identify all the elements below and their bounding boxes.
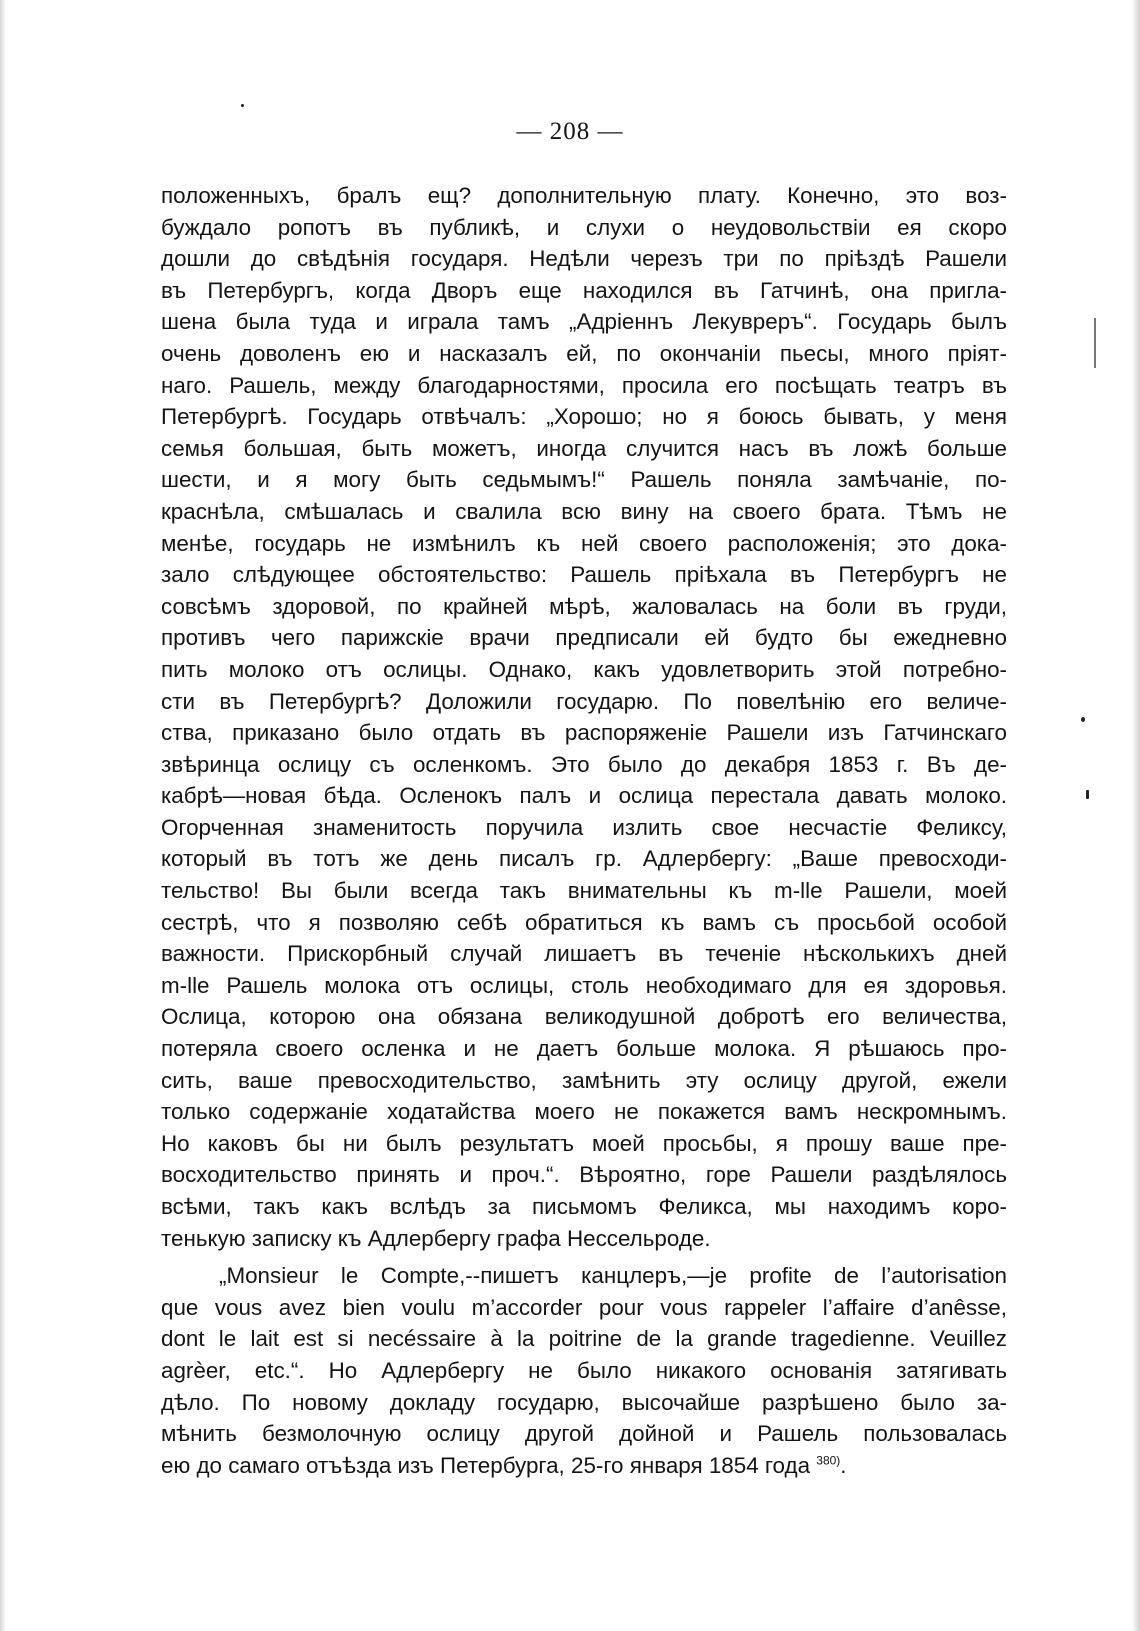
text-line-content: ею до самаго отъѣзда изъ Петербурга, 25-го января 1854 года — [161, 1452, 811, 1478]
text-line: мѣнить безмолочную ослицу другой дойной и Рашель пользовалась — [161, 1421, 1007, 1447]
scan-speck — [1081, 717, 1085, 722]
text-line: тенькую записку къ Адлербергу графа Нессельроде. — [161, 1225, 711, 1251]
text-line: который въ тотъ же день писалъ гр. Адлербергу: „Ваше превосходи- — [161, 846, 1007, 872]
text-line: que vous avez bien voulu m’accorder pour vous rappeler l’affaire d’anêsse, — [161, 1294, 1007, 1320]
text-line: сти въ Петербургѣ? Доложили государю. По повелѣнію его величе- — [161, 688, 1007, 714]
text-line: Петербургѣ. Государь отвѣчалъ: „Хорошо; но я боюсь бывать, у меня — [161, 404, 1007, 430]
scan-margin-mark — [1094, 318, 1096, 368]
text-line: m-lle Рашель молока отъ ослицы, столь необходимаго для ея здоровья. — [161, 972, 1007, 998]
final-line — [161, 1450, 1007, 1482]
text-line: кабрѣ—новая бѣда. Осленокъ палъ и ослица перестала давать молоко. — [161, 783, 1007, 809]
paragraph-2 — [161, 1260, 1007, 1481]
text-line: въ Петербургъ, когда Дворъ еще находился въ Гатчинѣ, она пригла- — [161, 277, 1007, 303]
closing-punctuation: . — [840, 1452, 847, 1478]
body-text — [161, 180, 1007, 1481]
text-line: наго. Рашель, между благодарностями, просила его посѣщать театръ въ — [161, 372, 1007, 398]
text-line: дошли до свѣдѣнія государя. Недѣли черезъ три по пріѣздѣ Рашели — [161, 246, 1007, 272]
text-line: буждало ропотъ въ публикѣ, и слухи о неудовольствіи ея скоро — [161, 214, 1007, 240]
scan-edge-right — [1132, 0, 1140, 1631]
text-line: „Monsieur le Compte,--пишетъ канцлеръ,—je profite de l’autorisation — [219, 1263, 1007, 1289]
text-line: совсѣмъ здоровой, по крайней мѣрѣ, жаловалась на боли въ груди, — [161, 593, 1007, 619]
text-line: звѣринца ослицу съ осленкомъ. Это было до декабря 1853 г. Въ де- — [161, 751, 1007, 777]
paragraph-1 — [161, 180, 1007, 1254]
text-line: дѣло. По новому докладу государю, высочайше разрѣшено было за- — [161, 1389, 1007, 1415]
scan-speck — [241, 104, 244, 107]
text-line: потеряла своего осленка и не даетъ больше молока. Я рѣшаюсь про- — [161, 1036, 1007, 1062]
scan-edge-left — [0, 0, 6, 1631]
text-line: Огорченная знаменитость поручила излить свое несчастіе Феликсу, — [161, 814, 1007, 840]
text-line: ства, приказано было отдать въ распоряженіе Рашели изъ Гатчинскаго — [161, 720, 1007, 746]
text-line: противъ чего парижскіе врачи предписали ей будто бы ежедневно — [161, 625, 1007, 651]
text-line: agrèer, etc.“. Но Адлербергу не было никакого основанія затягивать — [161, 1357, 1007, 1383]
text-line: пить молоко отъ ослицы. Однако, какъ удовлетворить этой потребно- — [161, 656, 1007, 682]
text-line: Но каковъ бы ни былъ результатъ моей просьбы, я прошу ваше пре- — [161, 1130, 1007, 1156]
text-line: сестрѣ, что я позволяю себѣ обратиться къ вамъ съ просьбой особой — [161, 909, 1007, 935]
text-line: шена была туда и играла тамъ „Адріеннъ Лекувреръ“. Государь былъ — [161, 309, 1007, 335]
text-line: шести, и я могу быть седьмымъ!“ Рашель поняла замѣчаніе, по- — [161, 467, 1007, 493]
text-line: очень доволенъ ею и насказалъ ей, по окончаніи пьесы, много пріят- — [161, 340, 1007, 366]
text-line: важности. Прискорбный случай лишаетъ въ теченіе нѣсколькихъ дней — [161, 941, 1007, 967]
text-line: менѣе, государь не измѣнилъ къ ней своего расположенія; это дока- — [161, 530, 1007, 556]
page-number: — 208 — — [516, 118, 624, 145]
text-line: всѣми, такъ какъ вслѣдъ за письмомъ Феликса, мы находимъ коро- — [161, 1194, 1007, 1219]
text-line: только содержаніе ходатайства моего не покажется вамъ нескромнымъ. — [161, 1099, 1007, 1125]
text-line: краснѣла, смѣшалась и свалила всю вину на своего брата. Тѣмъ не — [161, 498, 1007, 524]
text-line: положенныхъ, бралъ ещ? дополнительную плату. Конечно, это воз- — [161, 183, 1007, 208]
text-line: сить, ваше превосходительство, замѣнить эту ослицу другой, ежели — [161, 1067, 1007, 1093]
footnote-reference: 380) — [816, 1453, 841, 1468]
scan-speck — [1086, 790, 1089, 799]
text-line: зало слѣдующее обстоятельство: Рашель пріѣхала въ Петербургъ не — [161, 562, 1007, 588]
text-line: dont le lait est si necéssaire à la poitrine de la grande tragedienne. Veuillez — [161, 1326, 1007, 1352]
text-line: тельство! Вы были всегда такъ внимательны къ m-lle Рашели, моей — [161, 878, 1007, 904]
text-line: семья большая, быть можетъ, иногда случится насъ въ ложѣ больше — [161, 435, 1007, 461]
text-line: Ослица, которою она обязана великодушной добротѣ его величества, — [161, 1004, 1007, 1030]
text-line: восходительство принять и проч.“. Вѣроятно, горе Рашели раздѣлялось — [161, 1162, 1007, 1188]
